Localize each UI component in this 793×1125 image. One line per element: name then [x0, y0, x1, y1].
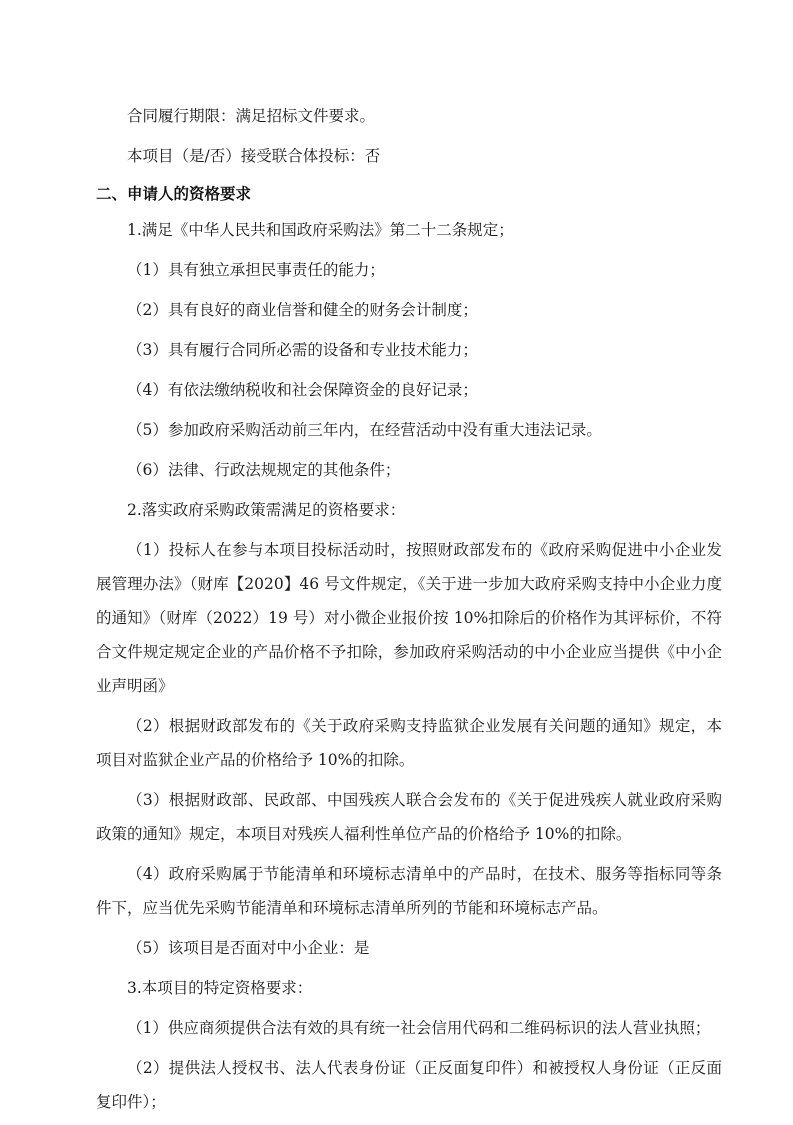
requirement-1-item-3: （3）具有履行合同所必需的设备和专业技术能力；: [127, 341, 478, 359]
requirement-3: 3.本项目的特定资格要求：: [127, 979, 313, 997]
requirement-1-item-5: （5）参加政府采购活动前三年内，在经营活动中没有重大违法记录。: [127, 421, 602, 439]
document-body: [96, 99, 722, 1125]
section-heading-qualifications: 二、申请人的资格要求: [96, 185, 252, 203]
requirement-1: 1.满足《中华人民共和国政府采购法》第二十二条规定；: [127, 221, 514, 239]
requirement-2-item-4: （4）政府采购属于节能清单和环境标志清单中的产品时，在技术、服务等指标同等条件下，应当优先采购节能清单和环境标志清单所列的节能和环境标志产品。: [96, 865, 722, 917]
requirement-2-item-5: （5）该项目是否面对中小企业：是: [127, 939, 370, 957]
requirement-1-item-4: （4）有依法缴纳税收和社会保障资金的良好记录；: [127, 381, 478, 399]
requirement-2-item-1: （1）投标人在参与本项目投标活动时，按照财政部发布的《政府采购促进中小企业发展管理办法》（财库【2020】46 号文件规定，《关于进一步加大政府采购支持中小企业力度的通知》（财库（2022）19 号）对小微企业报价按 10%扣除后的价格作为其评标价，不符合文件规定规定企业的产品价格不予扣除，参加政府采购活动的中小企业应当提供《中小企业声明函》: [96, 541, 722, 695]
contract-term-line: 合同履行期限：满足招标文件要求。: [127, 107, 376, 125]
requirement-3-item-1: （1）供应商须提供合法有效的具有统一社会信用代码和二维码标识的法人营业执照；: [127, 1019, 711, 1037]
requirement-1-item-2: （2）具有良好的商业信誉和健全的财务会计制度；: [127, 301, 478, 319]
requirement-3-item-2: （2）提供法人授权书、法人代表身份证（正反面复印件）和被授权人身份证（正反面复印件）；: [96, 1059, 722, 1111]
requirement-1-item-1: （1）具有独立承担民事责任的能力；: [127, 261, 385, 279]
requirement-2-item-3: （3）根据财政部、民政部、中国残疾人联合会发布的《关于促进残疾人就业政府采购政策的通知》规定，本项目对残疾人福利性单位产品的价格给予 10%的扣除。: [96, 791, 722, 843]
joint-bid-line: 本项目（是/否）接受联合体投标：否: [127, 147, 381, 165]
requirement-2-item-2: （2）根据财政部发布的《关于政府采购支持监狱企业发展有关问题的通知》规定，本项目对监狱企业产品的价格给予 10%的扣除。: [96, 717, 722, 769]
requirement-1-item-6: （6）法律、行政法规规定的其他条件；: [127, 461, 401, 479]
requirement-2: 2.落实政府采购政策需满足的资格要求：: [127, 501, 406, 519]
